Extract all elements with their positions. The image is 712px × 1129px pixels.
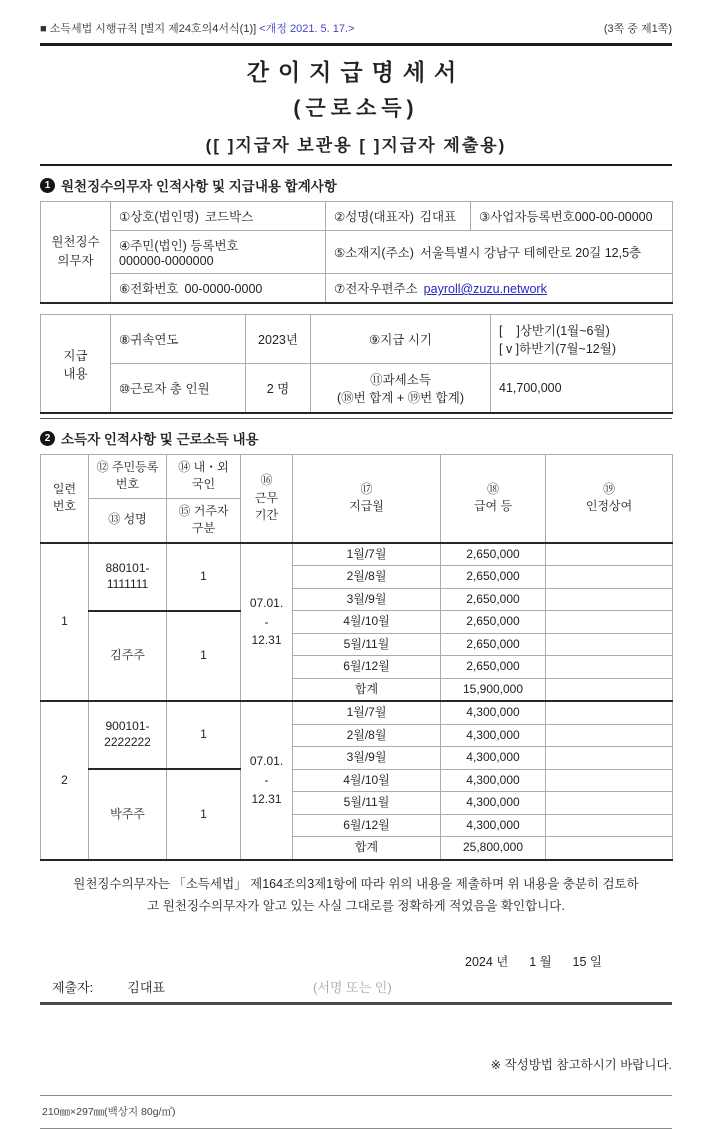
address-label: ⑤소재지(주소) (334, 246, 414, 260)
salary-cell: 2,650,000 (441, 633, 546, 656)
pay-month-cell: 3월/9월 (293, 747, 441, 770)
col-reg-no: ⑫ 주민등록 번호 (89, 455, 167, 499)
pay-month-cell: 1월/7월 (293, 543, 441, 566)
bonus-cell (546, 837, 673, 860)
business-number-value: 000-00-00000 (574, 210, 653, 224)
earner2-row (41, 701, 673, 724)
ceo-name-value: 김대표 (419, 210, 457, 224)
bonus-cell (546, 701, 673, 724)
corp-name-label: ①상호(법인명) (119, 210, 199, 224)
earners-table (40, 454, 673, 861)
total-value-cell: 25,800,000 (441, 837, 546, 860)
page-indicator: (3쪽 중 제1쪽) (603, 23, 672, 35)
address-cell (326, 231, 673, 274)
col-residency: ⑮ 거주자 구분 (167, 498, 241, 542)
salary-cell: 2,650,000 (441, 566, 546, 589)
serial-cell: 2 (41, 701, 89, 860)
header-meta (40, 20, 672, 36)
section2-title: 소득자 인적사항 및 근로소득 내용 (61, 432, 259, 447)
page-subtitle: (근로소득) (293, 97, 419, 120)
headcount-value-cell: 2 명 (246, 364, 311, 414)
withholder-row-label: 원천징수 의무자 (41, 202, 111, 304)
regulation-text: ■ 소득세법 시행규칙 [별지 제24호의4서식(1)] (40, 23, 257, 35)
section1-heading (40, 175, 672, 195)
bonus-cell (546, 566, 673, 589)
col-serial: 일련 번호 (41, 455, 89, 543)
title-divider (40, 164, 672, 166)
bonus-cell (546, 792, 673, 815)
earner1-row (41, 611, 673, 634)
bonus-cell (546, 678, 673, 701)
salary-cell: 2,650,000 (441, 656, 546, 679)
signature-hint: (서명 또는 인) (312, 979, 392, 995)
earner2-row (41, 769, 673, 792)
usage-line: ([ ]지급자 보관용 [ ]지급자 제출용) (205, 136, 507, 155)
bonus-cell (546, 656, 673, 679)
col-bonus: ⑲ 인정상여 (546, 455, 673, 543)
col-period: ⑯ 근무 기간 (241, 455, 293, 543)
total-label-cell: 합계 (293, 837, 441, 860)
bonus-cell (546, 747, 673, 770)
salary-cell: 4,300,000 (441, 792, 546, 815)
pay-month-cell: 3월/9월 (293, 588, 441, 611)
taxable-income-sublabel: (⑱번 합계 + ⑲번 합계) (337, 391, 464, 405)
payment-row-label: 지급 내용 (41, 315, 111, 414)
col-month: ⑰ 지급월 (293, 455, 441, 543)
section1-number-icon: 1 (40, 178, 55, 193)
declaration (40, 873, 672, 918)
serial-cell: 1 (41, 543, 89, 702)
corp-name-value: 코드박스 (204, 210, 254, 224)
total-value-cell: 15,900,000 (441, 678, 546, 701)
bonus-cell (546, 769, 673, 792)
submission-date: 2024 년 1 월 15 일 (465, 954, 602, 969)
bonus-cell (546, 814, 673, 837)
regulation-line (40, 20, 355, 36)
bonus-cell (546, 588, 673, 611)
taxable-income-value: 41,700,000 (491, 364, 673, 414)
paper-bottom-rule (40, 1128, 672, 1129)
period-cell: 07.01. - 12.31 (241, 701, 293, 860)
submitter-name: 김대표 (127, 979, 165, 995)
page-title: 간이지급명세서 (246, 59, 466, 85)
earners-table-header (41, 455, 673, 543)
salary-cell: 4,300,000 (441, 814, 546, 837)
salary-cell: 2,650,000 (441, 543, 546, 566)
salary-cell: 4,300,000 (441, 724, 546, 747)
business-number-cell (471, 202, 673, 231)
residency-cell: 1 (167, 769, 241, 860)
business-number-label: ③사업자등록번호 (479, 210, 575, 224)
paper-spec: 210㎜×297㎜(백상지 80g/㎡) (42, 1105, 176, 1118)
ceo-name-cell (326, 202, 471, 231)
section2-heading (40, 428, 672, 448)
bonus-cell (546, 543, 673, 566)
resident-number-label: ④주민(법인) 등록번호 (119, 239, 239, 253)
name-cell: 김주주 (89, 611, 167, 702)
year-value-cell: 2023년 (246, 315, 311, 364)
email-link[interactable]: payroll@zuzu.network (423, 282, 547, 296)
pay-month-cell: 4월/10월 (293, 769, 441, 792)
total-label-cell: 합계 (293, 678, 441, 701)
pay-month-cell: 1월/7월 (293, 701, 441, 724)
salary-cell: 2,650,000 (441, 588, 546, 611)
taxable-income-label: ⑪과세소득 (370, 373, 431, 387)
header-divider (40, 43, 672, 46)
col-name: ⑬ 성명 (89, 498, 167, 542)
withholder-table (40, 201, 673, 304)
payment-bottom-rule (40, 418, 672, 419)
bonus-cell (546, 724, 673, 747)
pay-month-cell: 2월/8월 (293, 566, 441, 589)
resident-number-value: 000000-0000000 (119, 254, 214, 268)
paper-top-rule (40, 1095, 672, 1096)
phone-cell (111, 274, 326, 304)
taxable-income-label-cell (311, 364, 491, 414)
salary-cell: 4,300,000 (441, 769, 546, 792)
bonus-cell (546, 633, 673, 656)
reg-no-cell: 900101- 2222222 (89, 701, 167, 769)
pay-month-cell: 5월/11월 (293, 792, 441, 815)
submitter-label: 제출자: (52, 979, 94, 995)
timing-options-cell: [ ]상반기(1월~6월) [ v ]하반기(7월~12월) (491, 315, 673, 364)
email-cell (326, 274, 673, 304)
address-value: 서울특별시 강남구 테헤란로 20길 12,5층 (419, 246, 642, 260)
name-cell: 박주주 (89, 769, 167, 860)
declaration-line1: 원천징수의무자는 「소득세법」 제164조의3제1항에 따라 위의 내용을 제출하며 위 내용을 충분히 검토하 (73, 876, 639, 891)
phone-value: 00-0000-0000 (184, 282, 263, 296)
ceo-name-label: ②성명(대표자) (334, 210, 414, 224)
pay-month-cell: 6월/12월 (293, 814, 441, 837)
year-label-cell: ⑧귀속연도 (111, 315, 246, 364)
pay-month-cell: 5월/11월 (293, 633, 441, 656)
nationality-cell: 1 (167, 543, 241, 611)
earner1-row (41, 543, 673, 566)
submitter-line (40, 977, 672, 996)
corp-name-cell (111, 202, 326, 231)
section2-number-icon: 2 (40, 431, 55, 446)
col-nationality: ⑭ 내・외 국인 (167, 455, 241, 499)
instruction-note: ※ 작성방법 참고하시기 바랍니다. (490, 1057, 672, 1072)
revision-text: <개정 2021. 5. 17.> (259, 23, 355, 35)
salary-cell: 4,300,000 (441, 701, 546, 724)
email-label: ⑦전자우편주소 (334, 282, 418, 296)
reg-no-cell: 880101- 1111111 (89, 543, 167, 611)
declaration-line2: 고 원천징수의무자가 알고 있는 사실 그대로를 정확하게 적었음을 확인합니다. (147, 899, 565, 914)
period-cell: 07.01. - 12.31 (241, 543, 293, 702)
nationality-cell: 1 (167, 701, 241, 769)
residency-cell: 1 (167, 611, 241, 702)
salary-cell: 4,300,000 (441, 747, 546, 770)
bonus-cell (546, 611, 673, 634)
col-salary: ⑱ 급여 등 (441, 455, 546, 543)
pay-month-cell: 2월/8월 (293, 724, 441, 747)
submitter-divider (40, 1002, 672, 1005)
timing-label-cell: ⑨지급 시기 (311, 315, 491, 364)
paper-spec-band (40, 1095, 672, 1129)
section1-title: 원천징수의무자 인적사항 및 지급내용 합계사항 (61, 179, 337, 194)
title-block (40, 54, 672, 156)
phone-label: ⑥전화번호 (119, 282, 179, 296)
resident-number-cell (111, 231, 326, 274)
payment-summary-table (40, 314, 673, 414)
pay-month-cell: 4월/10월 (293, 611, 441, 634)
salary-cell: 2,650,000 (441, 611, 546, 634)
headcount-label-cell: ⑩근로자 총 인원 (111, 364, 246, 414)
pay-month-cell: 6월/12월 (293, 656, 441, 679)
